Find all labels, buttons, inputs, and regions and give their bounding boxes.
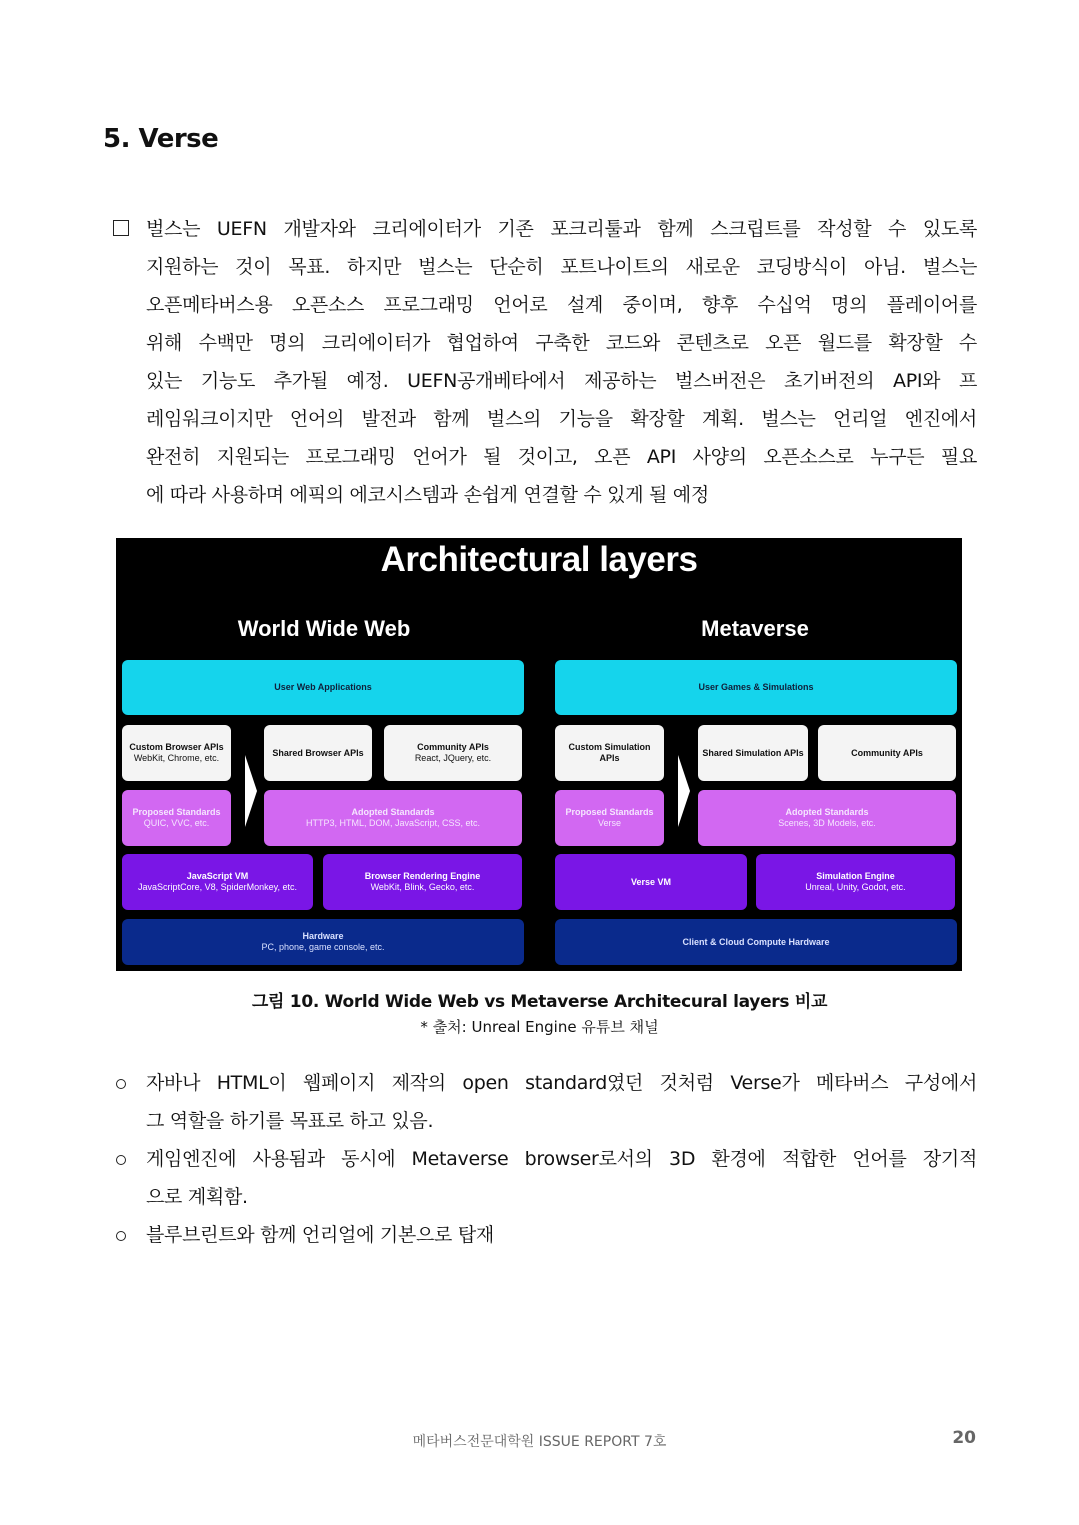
www-rendering-engine-box: Browser Rendering Engine WebKit, Blink, Gecko, etc. (323, 854, 522, 910)
bullet-line: 으로 계획함. (146, 1186, 248, 1208)
meta-verse-vm-box: Verse VM (555, 854, 747, 910)
www-proposed-standards-box: Proposed Standards QUIC, VVC, etc. (122, 790, 231, 846)
paragraph-line: 있는 기능도 추가될 예정. UEFN공개베타에서 제공하는 벌스버전은 초기버전의 API와 프 (146, 370, 977, 392)
metaverse-column-title: Metaverse (701, 616, 809, 641)
www-hardware-layer: Hardware PC, phone, game console, etc. (122, 919, 524, 965)
paragraph-line: 레임워크이지만 언어의 발전과 함께 벌스의 기능을 확장할 계획. 벌스는 언리얼 엔진에서 (146, 408, 977, 430)
meta-custom-apis-box: Custom Simulation APIs (555, 725, 664, 781)
www-adopted-standards-box: Adopted Standards HTTP3, HTML, DOM, JavaScript, CSS, etc. (264, 790, 522, 846)
body-paragraph (113, 210, 977, 514)
paragraph-line: 벌스는 UEFN 개발자와 크리에이터가 기존 포크리툴과 함께 스크립트를 작성할 수 있도록 (113, 210, 977, 248)
circle-bullet-icon (116, 1155, 126, 1165)
www-javascript-vm-box: JavaScript VM JavaScriptCore, V8, SpiderMonkey, etc. (122, 854, 313, 910)
arrow-right-icon (245, 755, 257, 827)
bullet-line: 자바나 HTML이 웹페이지 제작의 open standard였던 것처럼 Verse가 메타버스 구성에서 (113, 1064, 977, 1102)
bullet-line: 그 역할을 하기를 목표로 하고 있음. (146, 1110, 434, 1132)
meta-proposed-standards-box: Proposed Standards Verse (555, 790, 664, 846)
figure-title: Architectural layers (380, 540, 698, 579)
checkbox-bullet-icon (113, 220, 129, 236)
paragraph-line: 에 따라 사용하며 에픽의 에코시스템과 손쉽게 연결할 수 있게 될 예정 (146, 484, 709, 506)
paragraph-line: 완전히 지원되는 프로그래밍 언어가 될 것이고, 오픈 API 사양의 오픈소스로 누구든 필요 (146, 446, 977, 468)
arrow-right-icon (678, 755, 690, 827)
page-footer: 메타버스전문대학원 ISSUE REPORT 7호 (412, 1434, 667, 1450)
paragraph-line: 지원하는 것이 목표. 하지만 벌스는 단순히 포트나이트의 새로운 코딩방식이 아님. 벌스는 (146, 256, 977, 278)
www-community-apis-box: Community APIs React, JQuery, etc. (384, 725, 522, 781)
meta-shared-apis-box: Shared Simulation APIs (698, 725, 808, 781)
www-column-title: World Wide Web (237, 616, 411, 641)
paragraph-line: 오픈메타버스용 오픈소스 프로그래밍 언어로 설계 중이며, 향후 수십억 명의 플레이어를 (146, 294, 977, 316)
www-user-apps-layer: User Web Applications (122, 660, 524, 715)
page-number: 20 (952, 1428, 976, 1448)
paragraph-line: 위해 수백만 명의 크리에이터가 협업하여 구축한 코드와 콘텐츠로 오픈 월드를 확장할 수 (146, 332, 977, 354)
architecture-figure (116, 538, 962, 971)
bullet-line: 블루브린트와 함께 언리얼에 기본으로 탑재 (113, 1216, 977, 1254)
circle-bullet-icon (116, 1079, 126, 1089)
figure-caption: 그림 10. World Wide Web vs Metaverse Architecural layers 비교 (251, 992, 828, 1012)
bullet-list (113, 1064, 977, 1254)
www-custom-apis-box: Custom Browser APIs WebKit, Chrome, etc. (122, 725, 231, 781)
figure-source: * 출처: Unreal Engine 유튜브 채널 (420, 1018, 659, 1036)
meta-user-games-layer: User Games & Simulations (555, 660, 957, 715)
section-title: 5. Verse (103, 124, 219, 154)
bullet-line: 게임엔진에 사용됨과 동시에 Metaverse browser로서의 3D 환경에 적합한 언어를 장기적 (113, 1140, 977, 1178)
meta-simulation-engine-box: Simulation Engine Unreal, Unity, Godot, etc. (756, 854, 955, 910)
meta-community-apis-box: Community APIs (818, 725, 956, 781)
circle-bullet-icon (116, 1231, 126, 1241)
meta-hardware-layer: Client & Cloud Compute Hardware (555, 919, 957, 965)
meta-adopted-standards-box: Adopted Standards Scenes, 3D Models, etc. (698, 790, 956, 846)
www-shared-apis-box: Shared Browser APIs (264, 725, 372, 781)
